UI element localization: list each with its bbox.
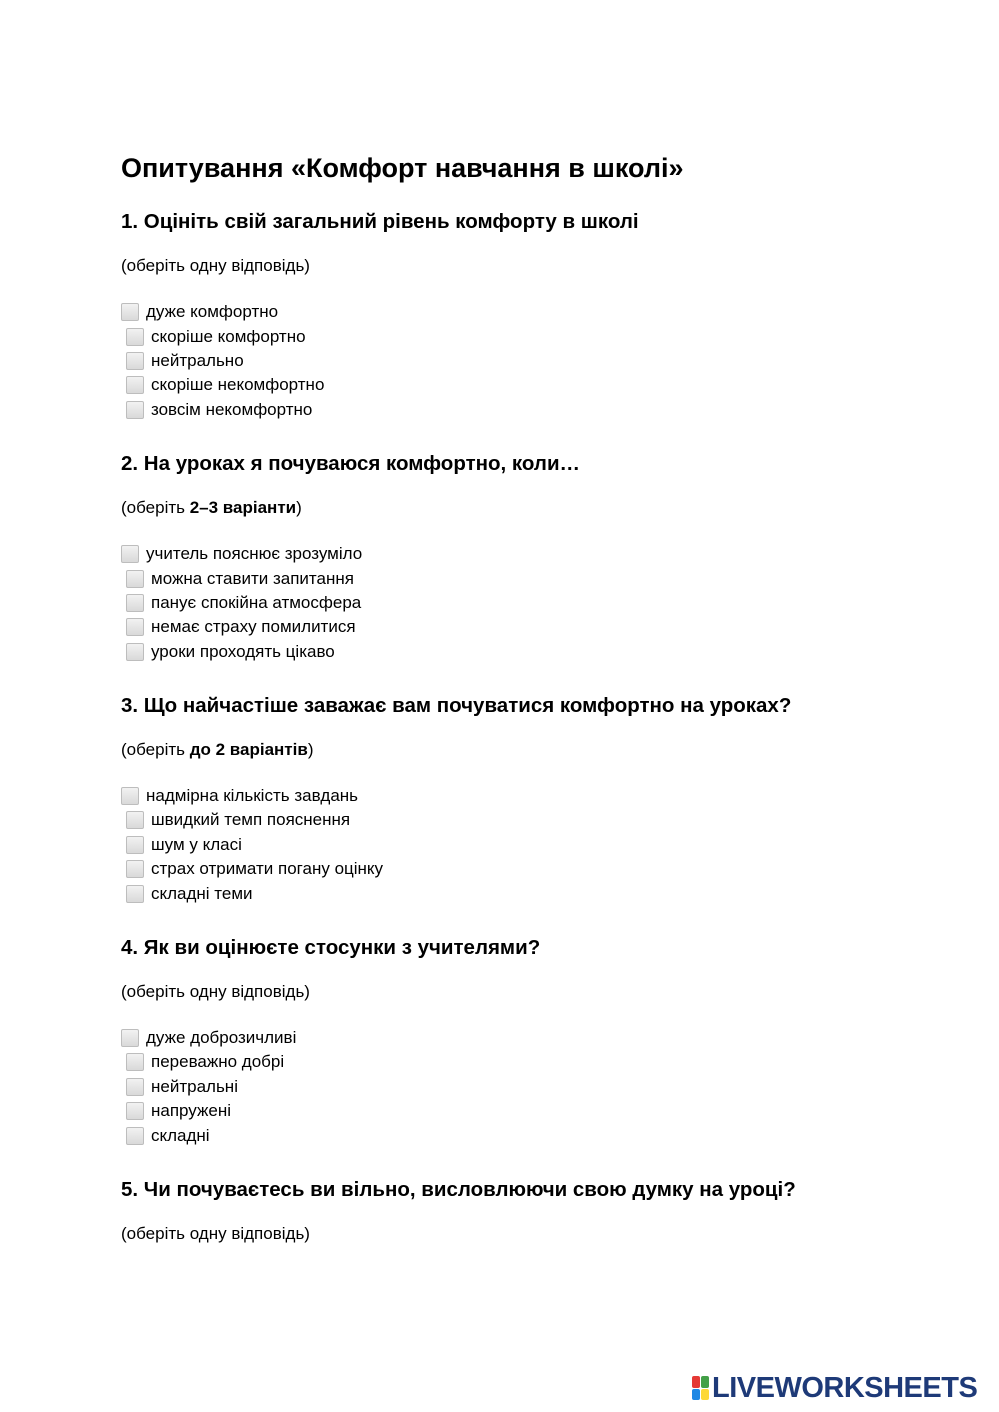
logo-tile [701, 1376, 709, 1388]
worksheet-page [121, 150, 921, 1245]
checkbox-icon[interactable] [126, 1053, 144, 1071]
liveworksheets-footer[interactable] [692, 1372, 977, 1404]
option-label: складні [151, 1125, 210, 1145]
option-label: учитель пояснює зрозуміло [146, 544, 363, 564]
logo-tile [692, 1376, 700, 1388]
checkbox-icon[interactable] [126, 885, 144, 903]
option-item[interactable] [121, 881, 921, 905]
question-4 [121, 934, 921, 1148]
checkbox-icon[interactable] [126, 1102, 144, 1120]
option-item[interactable] [121, 833, 921, 857]
option-item[interactable] [121, 349, 921, 373]
checkbox-icon[interactable] [126, 1078, 144, 1096]
option-label: уроки проходять цікаво [151, 641, 335, 661]
option-label: швидкий темп пояснення [151, 810, 351, 830]
checkbox-icon[interactable] [126, 376, 144, 394]
liveworksheets-logo-icon [692, 1376, 709, 1400]
question-title: 1. Оцініть свій загальний рівень комфорту в школі [121, 210, 639, 233]
options-list [121, 784, 921, 906]
question-instruction: (оберіть 2–3 варіанти) [121, 497, 302, 517]
checkbox-icon[interactable] [126, 1127, 144, 1145]
option-item[interactable] [121, 300, 921, 324]
option-item[interactable] [121, 808, 921, 832]
option-label: страх отримати погану оцінку [151, 859, 384, 879]
question-title: 4. Як ви оцінюєте стосунки з учителями? [121, 935, 541, 959]
checkbox-icon[interactable] [126, 401, 144, 419]
checkbox-icon[interactable] [126, 860, 144, 878]
checkbox-icon[interactable] [126, 352, 144, 370]
option-label: скоріше комфортно [151, 326, 306, 346]
option-label: зовсім некомфортно [151, 399, 313, 419]
option-label: надмірна кількість завдань [146, 786, 359, 806]
checkbox-icon[interactable] [121, 303, 139, 321]
page-title: Опитування «Комфорт навчання в школі» [121, 153, 684, 183]
option-item[interactable] [121, 398, 921, 422]
checkbox-icon[interactable] [121, 1029, 139, 1047]
option-item[interactable] [121, 324, 921, 348]
question-instruction: (оберіть до 2 варіантів) [121, 739, 314, 759]
option-item[interactable] [121, 1050, 921, 1074]
option-item[interactable] [121, 857, 921, 881]
checkbox-icon[interactable] [126, 328, 144, 346]
question-title: 2. На уроках я почуваюся комфортно, коли… [121, 451, 581, 475]
option-item[interactable] [121, 566, 921, 590]
options-list [121, 542, 921, 664]
checkbox-icon[interactable] [121, 545, 139, 563]
options-list [121, 300, 921, 422]
option-item[interactable] [121, 615, 921, 639]
question-3 [121, 692, 921, 906]
option-label: нейтральні [151, 1076, 238, 1096]
logo-tile [701, 1389, 709, 1401]
question-1 [121, 208, 921, 422]
option-label: дуже комфортно [146, 302, 279, 322]
question-5 [121, 1176, 921, 1245]
option-item[interactable] [121, 1026, 921, 1050]
option-label: немає страху помилитися [151, 617, 356, 637]
question-2 [121, 450, 921, 664]
option-label: переважно добрі [151, 1052, 285, 1072]
option-label: напружені [151, 1101, 231, 1121]
question-instruction: (оберіть одну відповідь) [121, 981, 310, 1001]
option-label: складні теми [151, 883, 253, 903]
checkbox-icon[interactable] [126, 643, 144, 661]
option-label: дуже доброзичливі [146, 1028, 297, 1048]
option-label: можна ставити запитання [151, 568, 354, 588]
logo-tile [692, 1389, 700, 1401]
option-label: скоріше некомфортно [151, 375, 325, 395]
checkbox-icon[interactable] [126, 618, 144, 636]
option-label: панує спокійна атмосфера [151, 592, 362, 612]
question-title: 3. Що найчастіше заважає вам почуватися комфортно на уроках? [121, 693, 792, 717]
question-instruction: (оберіть одну відповідь) [121, 256, 310, 275]
option-item[interactable] [121, 784, 921, 808]
option-label: нейтрально [151, 350, 244, 370]
checkbox-icon[interactable] [126, 836, 144, 854]
question-title: 5. Чи почуваєтесь ви вільно, висловлюючи свою думку на уроці? [121, 1177, 796, 1201]
checkbox-icon[interactable] [126, 594, 144, 612]
option-item[interactable] [121, 542, 921, 566]
options-list [121, 1026, 921, 1148]
option-item[interactable] [121, 1099, 921, 1123]
checkbox-icon[interactable] [126, 570, 144, 588]
checkbox-icon[interactable] [121, 787, 139, 805]
option-item[interactable] [121, 591, 921, 615]
option-item[interactable] [121, 640, 921, 664]
checkbox-icon[interactable] [126, 811, 144, 829]
option-item[interactable] [121, 373, 921, 397]
option-item[interactable] [121, 1075, 921, 1099]
question-instruction: (оберіть одну відповідь) [121, 1223, 310, 1243]
brand-name: LIVEWORKSHEETS [712, 1371, 978, 1404]
option-label: шум у класі [151, 834, 242, 854]
option-item[interactable] [121, 1123, 921, 1147]
